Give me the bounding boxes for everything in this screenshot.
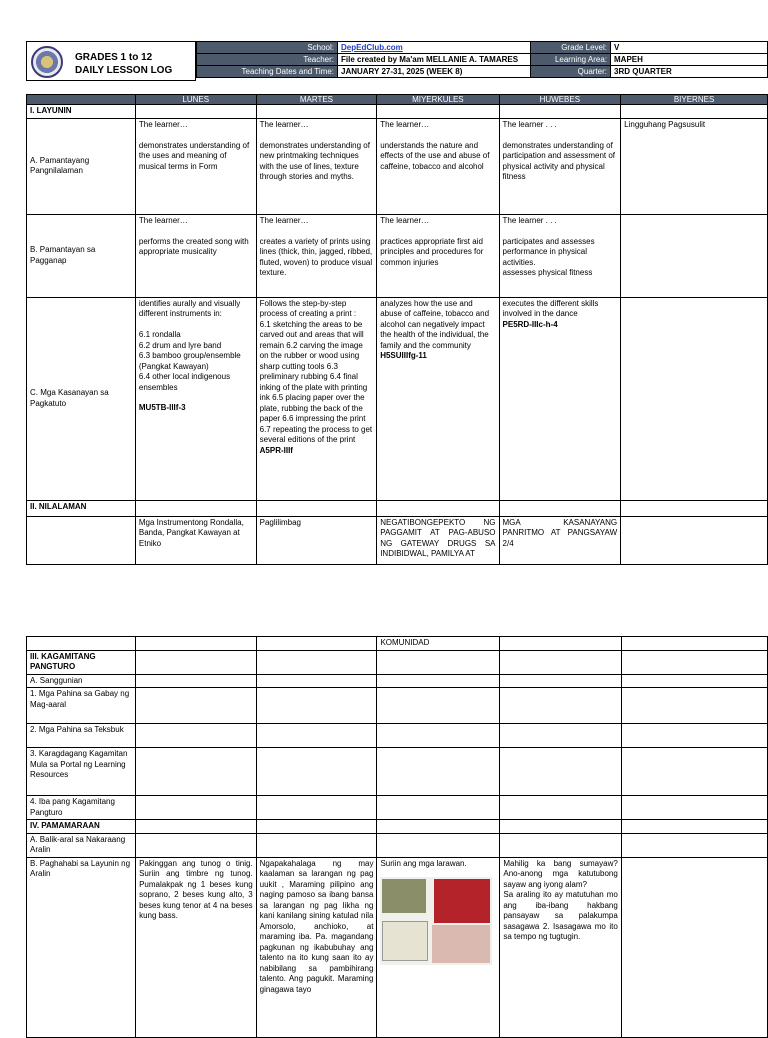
table-row [27,748,768,796]
table-cell: The learner… performs the created song with appropriate musicality [135,214,256,297]
table-cell: The learner . . . demonstrates understanding of participation and assessment of physical activity and physical fitness [499,118,621,214]
title-line-1: GRADES 1 to 12 [75,52,153,63]
image-panel [432,925,490,963]
row-label: A. Sanggunian [27,674,136,688]
image-panel [434,879,490,923]
table-row [27,118,768,214]
dates-label: Teaching Dates and Time: [197,66,338,78]
day-header: LUNES [135,95,256,105]
table-row [27,724,768,748]
quarter-value: 3RD QUARTER [611,66,768,78]
table-cell: MGA KASANAYANG PANRITMO AT PANGSAYAW 2/4 [499,516,621,564]
image-panel [382,879,426,913]
row-label [27,516,136,564]
row-label: 3. Karagdagang Kagamitan Mula sa Portal ng Learning Resources [27,748,136,796]
deped-seal-icon [31,46,63,78]
day-header: MIYERKULES [377,95,499,105]
row-label: A. Pamantayang Pangnilalaman [27,118,136,214]
table-cell: Pakinggan ang tunog o tinig. Suriin ang timbre ng tunog. Pumalakpak ng 1 beses kung soprano, 2 beses kung alto, 3 beses kung tenor at 4 na beses kung bass. [136,857,257,1037]
table-cell [377,857,500,1037]
section-label: IV. PAMAMARAAN [27,820,136,834]
row-label: A. Balik-aral sa Nakaraang Aralin [27,833,136,857]
table-cell: NEGATIBONGEPEKTO NG PAGGAMIT AT PAG-ABUSO NG GATEWAY DRUGS SA INDIBIDWAL, PAMILYA AT [377,516,499,564]
quarter-label: Quarter: [531,66,611,78]
table-cell: The learner . . . participates and assesses performance in physical activities. assesses physical fitness [499,214,621,297]
competency-code: MU5TB-IIIf-3 [138,403,186,412]
section-label: I. LAYUNIN [27,105,136,119]
lesson-table-page-2 [26,636,768,1038]
table-cell: The learner… demonstrates understanding of the uses and meaning of musical terms in Form [135,118,256,214]
section-row [27,500,768,516]
row-label: C. Mga Kasanayan sa Pagkatuto [27,297,136,500]
table-cell [621,857,767,1037]
table-cell: Mga Instrumentong Rondalla, Banda, Pangkat Kawayan at Etniko [135,516,256,564]
school-label: School: [197,42,338,54]
dates-value: JANUARY 27-31, 2025 (WEEK 8) [338,66,531,78]
day-header: MARTES [256,95,377,105]
teacher-label: Teacher: [197,54,338,66]
competency-code: PE5RD-IIIc-h-4 [502,319,558,329]
table-cell: The learner… creates a variety of prints using lines (thick, thin, jagged, ribbed, fluted, woven) to produce visual texture. [256,214,377,297]
image-panel [382,921,428,961]
table-cell: KOMUNIDAD [377,637,500,651]
table-row [27,637,768,651]
table-row [27,214,768,297]
competency-code: A5PR-IIIf [259,445,293,455]
section-row [27,820,768,834]
corner-cell [27,95,136,105]
competency-code: H5SUIIIfg-11 [380,351,427,360]
school-link[interactable]: DepEdClub.com [338,42,531,54]
table-cell [621,297,768,500]
day-header-row [27,95,768,105]
table-cell [377,297,499,500]
table-cell: Paglilimbag [256,516,377,564]
cell-text: Follows the step-by-step process of creating a print : 6.1 sketching the areas to be carved out and areas that will remain 6.2 carving the image on the rubber or wood using sharp cutting tools 6.3 preliminary rubbing 6.4 final inking of the plate with printing ink 6.5 placing paper over the plate, rubbing the back of the paper 6.6 impressing the print 6.7 repeating the process to get several editions of the print [259,298,373,444]
section-row [27,105,768,119]
row-label: B. Paghahabi sa Layunin ng Aralin [27,857,136,1037]
table-cell [256,297,377,500]
cell-text: identifies aurally and visually different instruments in: 6.1 rondalla 6.2 drum and lyre band 6.3 bamboo group/ensemble (Pangkat Kawayan) 6.4 other local indigenous ensembles [138,298,241,392]
table-row [27,674,768,688]
table-row [27,297,768,500]
section-label: II. NILALAMAN [27,500,136,516]
day-header: BIYERNES [621,95,768,105]
table-row [27,688,768,724]
table-cell: The learner… understands the nature and effects of the use and abuse of caffeine, tobacco and alcohol [377,118,499,214]
section-row [27,650,768,674]
table-cell [135,297,256,500]
cell-text: analyzes how the use and abuse of caffeine, tobacco and alcohol can negatively impact the health of the individual, the family and the community [380,298,490,350]
table-cell [499,297,621,500]
table-cell: Mahilig ka bang sumayaw? Ano-anong mga katutubong sayaw ang iyong alam? Sa araling ito ay matutuhan mo ang iba-ibang hakbang pansayaw sa palakumpa sasagawa 2. Isasagawa mo ito sa tempo ng tugtugin. [500,857,621,1037]
table-cell: The learner… practices appropriate first aid principles and procedures for common injuries [377,214,499,297]
lesson-table-page-1 [26,94,768,565]
row-label: 2. Mga Pahina sa Teksbuk [27,724,136,748]
table-cell: The learner… demonstrates understanding of new printmaking techniques with the use of lines, texture through stories and myths. [256,118,377,214]
table-cell [621,516,768,564]
grade-level-label: Grade Level: [531,42,611,54]
table-row [27,833,768,857]
section-label: III. KAGAMITANG PANGTURO [27,650,136,674]
row-label: 1. Mga Pahina sa Gabay ng Mag-aaral [27,688,136,724]
table-row [27,796,768,820]
cell-text: Suriin ang mga larawan. [380,858,467,868]
table-row [27,516,768,564]
header-title [75,51,172,77]
header-title-box [26,41,196,81]
header-info-table [196,41,768,78]
learning-area-value: MAPEH [611,54,768,66]
table-cell [621,214,768,297]
drug-effects-image [380,877,492,965]
table-cell: Ngapakahalaga ng may kaalaman sa larangan ng pag uukit , Maraming pilipino ang naging pamoso sa ibang bansa sa larangan ng pag likha ng kani kanilang sining katulad nila Amorsolo, anchioko, at maraming iba. Pa. magandang pagkunan ng ikabubuhay ang talento na ito kung saan ito ay nabibilang sa pambihirang talento. Ang pagukit. Maraming ginagawa tayo [256,857,377,1037]
row-label: B. Pamantayan sa Pagganap [27,214,136,297]
table-cell: Lingguhang Pagsusulit [621,118,768,214]
learning-area-label: Learning Area: [531,54,611,66]
row-label: 4. Iba pang Kagamitang Pangturo [27,796,136,820]
grade-level-value: V [611,42,768,54]
cell-text: executes the different skills involved in the dance [502,298,599,318]
teacher-value: File created by Ma'am MELLANIE A. TAMARES [338,54,531,66]
day-header: HUWEBES [499,95,621,105]
table-row [27,857,768,1037]
title-line-2: DAILY LESSON LOG [75,65,173,76]
